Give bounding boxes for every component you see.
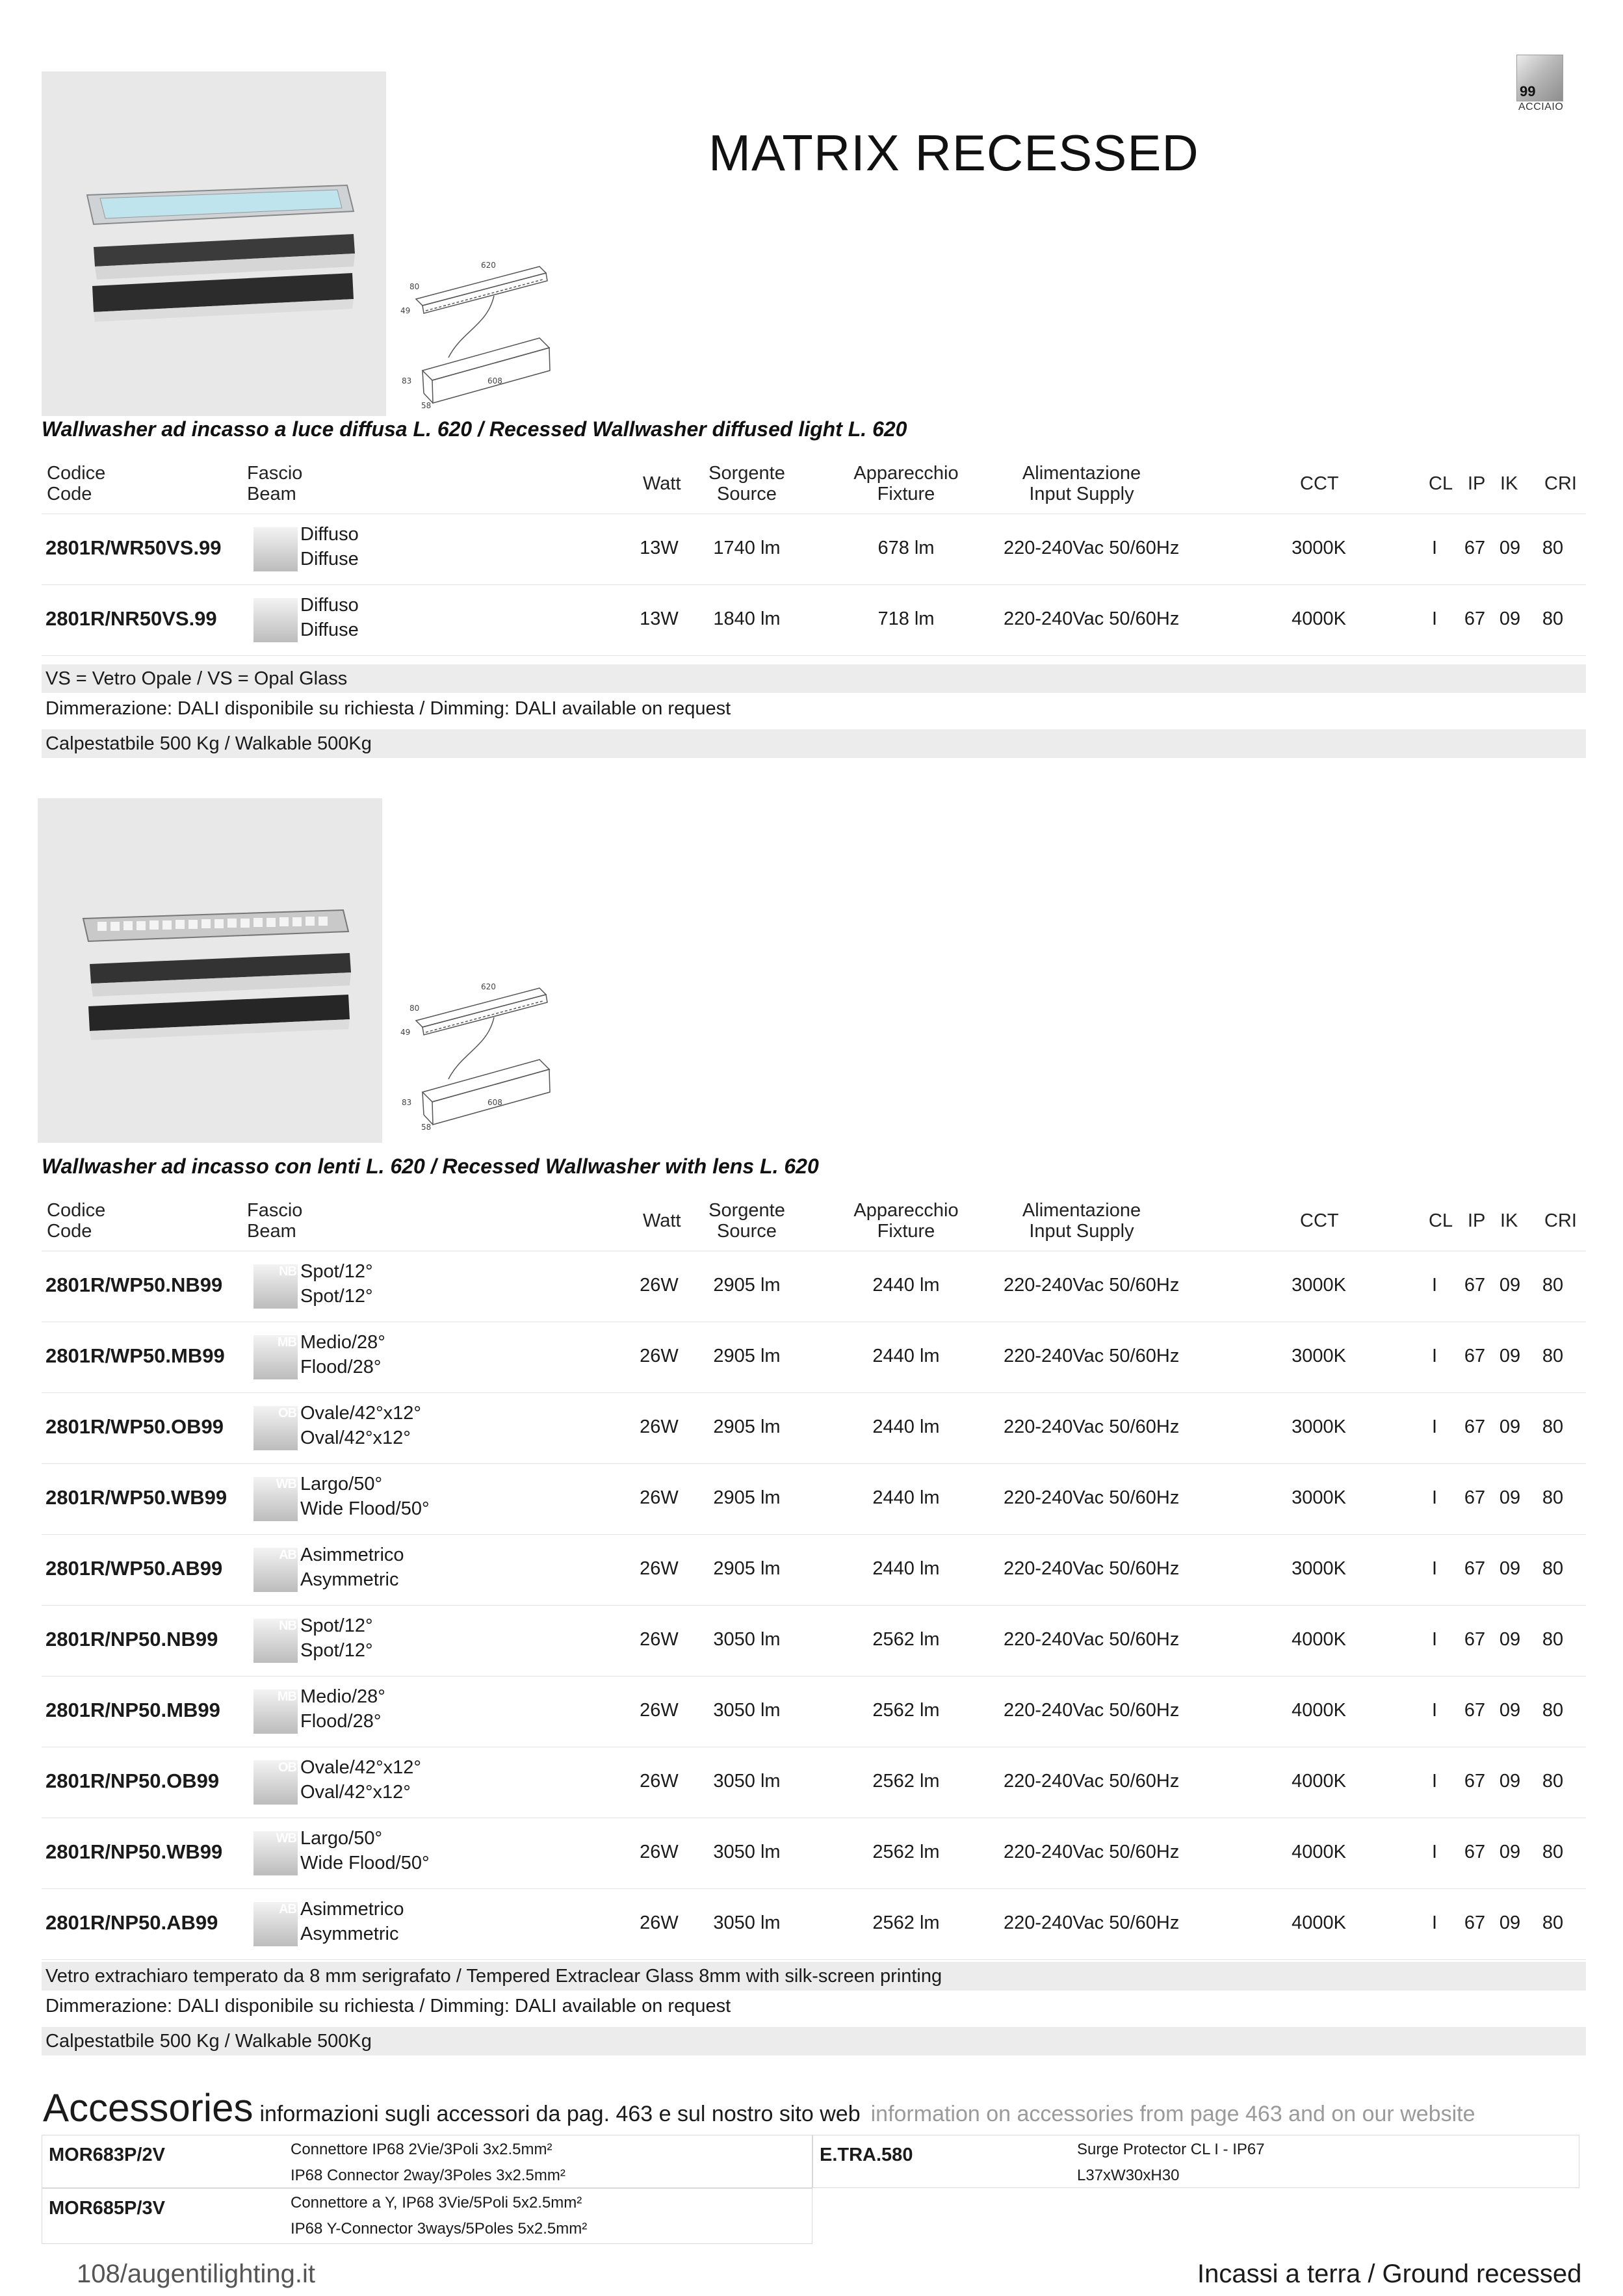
cell-cl: I <box>1431 1912 1438 1933</box>
beam-en: Wide Flood/50° <box>300 1853 430 1873</box>
table-row <box>42 1676 1586 1747</box>
beam-icon <box>253 527 298 571</box>
cell-fixture: 2440 lm <box>872 1416 940 1437</box>
beam-en: Oval/42°x12° <box>300 1428 411 1448</box>
table-row <box>42 1251 1586 1322</box>
col-fixture-it: Apparecchio <box>853 463 959 484</box>
product-code: 2801R/NP50.AB99 <box>45 1911 218 1934</box>
cell-fixture: 2440 lm <box>872 1487 940 1508</box>
cell-cct: 4000K <box>1292 1842 1346 1862</box>
beam-en: Asymmetric <box>300 1569 399 1590</box>
cell-source: 3050 lm <box>713 1629 781 1650</box>
col-fixture <box>841 463 971 504</box>
cell-source: 2905 lm <box>713 1346 781 1366</box>
cell-watt: 26W <box>640 1700 679 1721</box>
cell-supply: 220-240Vac 50/60Hz <box>1004 1771 1180 1792</box>
table-body <box>42 514 1586 656</box>
beam-en: Spot/12° <box>300 1286 373 1307</box>
technical-drawing-2-svg <box>396 975 572 1131</box>
cell-fixture: 2562 lm <box>872 1912 940 1933</box>
col-code-en: Code <box>47 1221 92 1242</box>
beam-it: Ovale/42°x12° <box>300 1757 422 1778</box>
beam-icon <box>253 1548 298 1592</box>
dim-width-top: 620 <box>481 261 496 270</box>
technical-drawing-1 <box>396 254 572 410</box>
product-table-diffused <box>42 459 1586 656</box>
cell-source: 3050 lm <box>713 1700 781 1721</box>
table-row <box>42 1747 1586 1818</box>
note-line: Dimmerazione: DALI disponibile su richiesta / Dimming: DALI available on request <box>45 1996 731 2016</box>
beam-icon <box>253 1335 298 1379</box>
cell-cct: 4000K <box>1292 1700 1346 1721</box>
cell-supply: 220-240Vac 50/60Hz <box>1004 608 1180 629</box>
cell-ip: 67 <box>1464 1346 1486 1366</box>
cell-cct: 4000K <box>1292 608 1346 629</box>
beam-tag: AB <box>279 1902 296 1916</box>
cell-ip: 67 <box>1464 1771 1486 1792</box>
cell-ip: 67 <box>1464 1416 1486 1437</box>
dim-height-top: 49 <box>400 1028 411 1037</box>
cell-cri: 80 <box>1542 1275 1564 1296</box>
accessory-desc-it: Connettore a Y, IP68 3Vie/5Poli 5x2.5mm² <box>291 2194 582 2211</box>
col-source <box>698 1200 796 1242</box>
cell-watt: 26W <box>640 1771 679 1792</box>
beam-description <box>300 1755 421 1805</box>
cell-source: 2905 lm <box>713 1275 781 1296</box>
col-source-it: Sorgente <box>708 1200 785 1221</box>
accessories-info-it: informazioni sugli accessori da pag. 463 e sul nostro sito web <box>259 2102 861 2126</box>
cell-cri: 80 <box>1542 1912 1564 1933</box>
beam-tag: WB <box>276 1477 296 1491</box>
product-code: 2801R/WP50.AB99 <box>45 1557 223 1580</box>
beam-description <box>300 1613 373 1663</box>
col-fixture-it: Apparecchio <box>853 1200 959 1221</box>
footer-page-url: 108/augentilighting.it <box>77 2260 315 2288</box>
beam-it: Spot/12° <box>300 1261 373 1282</box>
dim-depth: 80 <box>409 282 420 291</box>
col-ip: IP <box>1468 1210 1486 1231</box>
col-supply <box>1004 463 1160 504</box>
col-source-en: Source <box>717 484 777 504</box>
cell-ik: 09 <box>1499 1700 1521 1721</box>
accessory-item <box>812 2135 1579 2188</box>
cell-ik: 09 <box>1499 1771 1521 1792</box>
beam-tag: WB <box>276 1831 296 1846</box>
product-table-lens <box>42 1196 1586 1960</box>
cell-cct: 3000K <box>1292 1487 1346 1508</box>
beam-icon <box>253 1831 298 1875</box>
cell-cl: I <box>1431 1346 1438 1366</box>
cell-fixture: 678 lm <box>877 538 935 558</box>
product-code: 2801R/WP50.MB99 <box>45 1344 225 1367</box>
cell-watt: 26W <box>640 1912 679 1933</box>
note-line: Calpestatbile 500 Kg / Walkable 500Kg <box>42 2027 1586 2055</box>
product-code: 2801R/WR50VS.99 <box>45 536 222 559</box>
accessories-info-en: information on accessories from page 463 and on our website <box>870 2102 1475 2126</box>
col-supply <box>1004 1200 1160 1242</box>
beam-icon <box>253 1902 298 1946</box>
col-supply-it: Alimentazione <box>1022 463 1141 484</box>
col-cri: CRI <box>1544 473 1577 494</box>
product-code: 2801R/WP50.NB99 <box>45 1273 223 1296</box>
cell-cct: 4000K <box>1292 1912 1346 1933</box>
accessory-item <box>42 2188 812 2244</box>
dim-depth-bottom: 58 <box>421 1123 432 1131</box>
product-photo-diffused <box>42 72 386 416</box>
cell-supply: 220-240Vac 50/60Hz <box>1004 1842 1180 1862</box>
cell-cri: 80 <box>1542 1487 1564 1508</box>
cell-source: 1740 lm <box>713 538 781 558</box>
col-ik: IK <box>1500 473 1518 494</box>
beam-description <box>300 1897 404 1946</box>
product-photo-lens <box>38 798 382 1143</box>
cell-cri: 80 <box>1542 538 1564 558</box>
cell-fixture: 2562 lm <box>872 1700 940 1721</box>
cell-ik: 09 <box>1499 1346 1521 1366</box>
accessory-description <box>1077 2137 1265 2189</box>
cell-cl: I <box>1431 1700 1438 1721</box>
accessory-desc-it: Surge Protector CL I - IP67 <box>1077 2141 1265 2158</box>
col-beam-en: Beam <box>247 1221 296 1242</box>
cell-fixture: 2562 lm <box>872 1771 940 1792</box>
accessory-desc-en: IP68 Y-Connector 3ways/5Poles 5x2.5mm² <box>291 2220 588 2237</box>
dim-height-bottom: 83 <box>402 376 412 385</box>
accessory-description <box>291 2137 565 2189</box>
beam-it: Diffuso <box>300 595 359 616</box>
product-photo-diffused-illustration <box>42 72 386 416</box>
beam-it: Largo/50° <box>300 1828 383 1849</box>
cell-supply: 220-240Vac 50/60Hz <box>1004 1558 1180 1579</box>
beam-icon <box>253 1619 298 1663</box>
table-body <box>42 1251 1586 1960</box>
cell-cl: I <box>1431 1558 1438 1579</box>
accessory-code: MOR683P/2V <box>49 2145 165 2165</box>
table-row <box>42 1818 1586 1888</box>
accessory-code: E.TRA.580 <box>820 2145 913 2165</box>
cell-watt: 26W <box>640 1275 679 1296</box>
cell-cl: I <box>1431 1771 1438 1792</box>
cell-supply: 220-240Vac 50/60Hz <box>1004 1700 1180 1721</box>
beam-description <box>300 1543 404 1592</box>
col-supply-en: Input Supply <box>1029 1221 1134 1242</box>
cell-cl: I <box>1431 538 1438 558</box>
beam-description <box>300 1684 385 1734</box>
table-row <box>42 1322 1586 1392</box>
cell-cl: I <box>1431 1275 1438 1296</box>
dim-depth: 80 <box>409 1004 420 1013</box>
cell-cri: 80 <box>1542 1346 1564 1366</box>
col-supply-en: Input Supply <box>1029 484 1134 504</box>
cell-supply: 220-240Vac 50/60Hz <box>1004 1912 1180 1933</box>
col-source-en: Source <box>717 1221 777 1242</box>
cell-source: 3050 lm <box>713 1771 781 1792</box>
cell-cri: 80 <box>1542 1558 1564 1579</box>
cell-ip: 67 <box>1464 608 1486 629</box>
dim-width-bottom: 608 <box>487 376 502 385</box>
accessory-desc-it: Connettore IP68 2Vie/3Poli 3x2.5mm² <box>291 2141 552 2158</box>
cell-source: 2905 lm <box>713 1558 781 1579</box>
beam-en: Asymmetric <box>300 1924 399 1944</box>
beam-icon <box>253 598 298 642</box>
beam-icon <box>253 1406 298 1450</box>
beam-en: Flood/28° <box>300 1711 382 1732</box>
beam-description <box>300 593 359 642</box>
cell-watt: 26W <box>640 1842 679 1862</box>
col-cct: CCT <box>1300 473 1339 494</box>
table-row <box>42 1605 1586 1676</box>
dim-width-bottom: 608 <box>487 1098 502 1107</box>
col-fixture-en: Fixture <box>877 484 935 504</box>
cell-watt: 13W <box>640 538 679 558</box>
col-beam-it: Fascio <box>247 463 303 484</box>
beam-it: Asimmetrico <box>300 1545 404 1565</box>
note-line: VS = Vetro Opale / VS = Opal Glass <box>42 664 1586 693</box>
page-title: MATRIX RECESSED <box>708 124 1199 181</box>
section-title-lens: Wallwasher ad incasso con lenti L. 620 / Recessed Wallwasher with lens L. 620 <box>42 1155 819 1178</box>
accessories-title: Accessories <box>43 2086 253 2130</box>
cell-cri: 80 <box>1542 1416 1564 1437</box>
cell-watt: 13W <box>640 608 679 629</box>
table-row <box>42 1392 1586 1463</box>
cell-cct: 3000K <box>1292 1416 1346 1437</box>
cell-source: 1840 lm <box>713 608 781 629</box>
beam-description <box>300 522 359 571</box>
note-line: Vetro extrachiaro temperato da 8 mm serigrafato / Tempered Extraclear Glass 8mm with silk-screen printing <box>42 1962 1586 1990</box>
cell-cct: 3000K <box>1292 538 1346 558</box>
beam-description <box>300 1259 373 1309</box>
beam-icon <box>253 1689 298 1734</box>
cell-source: 2905 lm <box>713 1416 781 1437</box>
col-cl: CL <box>1429 1210 1453 1231</box>
cell-cct: 3000K <box>1292 1558 1346 1579</box>
product-code: 2801R/NP50.WB99 <box>45 1840 223 1863</box>
beam-icon <box>253 1760 298 1805</box>
beam-it: Diffuso <box>300 524 359 545</box>
col-supply-it: Alimentazione <box>1022 1200 1141 1221</box>
cell-supply: 220-240Vac 50/60Hz <box>1004 1416 1180 1437</box>
beam-tag: NB <box>279 1264 296 1279</box>
beam-it: Ovale/42°x12° <box>300 1403 422 1424</box>
beam-description <box>300 1472 430 1521</box>
cell-fixture: 2562 lm <box>872 1842 940 1862</box>
beam-icon <box>253 1477 298 1521</box>
table-row <box>42 584 1586 656</box>
beam-tag: MB <box>277 1335 296 1350</box>
cell-cct: 4000K <box>1292 1771 1346 1792</box>
product-code: 2801R/NP50.OB99 <box>45 1769 220 1792</box>
cell-ip: 67 <box>1464 1487 1486 1508</box>
note-line: Calpestatbile 500 Kg / Walkable 500Kg <box>42 729 1586 758</box>
note-line: Dimmerazione: DALI disponibile su richiesta / Dimming: DALI available on request <box>45 698 731 719</box>
col-cri: CRI <box>1544 1210 1577 1231</box>
cell-supply: 220-240Vac 50/60Hz <box>1004 538 1180 558</box>
beam-it: Asimmetrico <box>300 1899 404 1920</box>
cell-cl: I <box>1431 1842 1438 1862</box>
cell-cl: I <box>1431 1416 1438 1437</box>
cell-cri: 80 <box>1542 1771 1564 1792</box>
col-fixture <box>841 1200 971 1242</box>
col-watt: Watt <box>643 1210 681 1231</box>
beam-en: Wide Flood/50° <box>300 1498 430 1519</box>
table-row <box>42 514 1586 584</box>
cell-ip: 67 <box>1464 1558 1486 1579</box>
beam-description <box>300 1826 430 1875</box>
beam-it: Medio/28° <box>300 1332 385 1353</box>
product-code: 2801R/NP50.NB99 <box>45 1628 218 1650</box>
accessory-code: MOR685P/3V <box>49 2198 165 2219</box>
col-watt: Watt <box>643 473 681 494</box>
cell-fixture: 2562 lm <box>872 1629 940 1650</box>
finish-number: 99 <box>1520 83 1536 99</box>
beam-icon <box>253 1264 298 1309</box>
col-beam <box>247 463 302 504</box>
cell-cl: I <box>1431 1487 1438 1508</box>
col-fixture-en: Fixture <box>877 1221 935 1242</box>
accessory-description <box>291 2190 587 2242</box>
cell-cct: 3000K <box>1292 1346 1346 1366</box>
cell-fixture: 2440 lm <box>872 1346 940 1366</box>
cell-watt: 26W <box>640 1558 679 1579</box>
cell-ik: 09 <box>1499 608 1521 629</box>
beam-tag: OB <box>278 1760 296 1775</box>
cell-cl: I <box>1431 608 1438 629</box>
cell-supply: 220-240Vac 50/60Hz <box>1004 1346 1180 1366</box>
cell-supply: 220-240Vac 50/60Hz <box>1004 1275 1180 1296</box>
cell-ik: 09 <box>1499 1629 1521 1650</box>
col-code-it: Codice <box>47 463 106 484</box>
table-row <box>42 1463 1586 1534</box>
product-code: 2801R/WP50.WB99 <box>45 1486 227 1509</box>
cell-supply: 220-240Vac 50/60Hz <box>1004 1629 1180 1650</box>
cell-ik: 09 <box>1499 1912 1521 1933</box>
product-code: 2801R/NR50VS.99 <box>45 607 217 630</box>
table-header <box>42 1196 1586 1251</box>
cell-source: 3050 lm <box>713 1842 781 1862</box>
col-ip: IP <box>1468 473 1486 494</box>
col-code-it: Codice <box>47 1200 106 1221</box>
cell-watt: 26W <box>640 1416 679 1437</box>
col-cct: CCT <box>1300 1210 1339 1231</box>
beam-it: Medio/28° <box>300 1686 385 1707</box>
dim-depth-bottom: 58 <box>421 401 432 410</box>
accessory-item <box>42 2135 812 2188</box>
table-row <box>42 1534 1586 1605</box>
cell-ip: 67 <box>1464 1912 1486 1933</box>
footer-section-name: Incassi a terra / Ground recessed <box>1197 2260 1582 2288</box>
cell-watt: 26W <box>640 1346 679 1366</box>
technical-drawing-2 <box>396 975 572 1131</box>
cell-cl: I <box>1431 1629 1438 1650</box>
col-beam <box>247 1200 302 1242</box>
cell-ip: 67 <box>1464 538 1486 558</box>
cell-fixture: 2440 lm <box>872 1275 940 1296</box>
cell-cri: 80 <box>1542 1842 1564 1862</box>
cell-fixture: 718 lm <box>877 608 935 629</box>
col-cl: CL <box>1429 473 1453 494</box>
cell-cri: 80 <box>1542 1629 1564 1650</box>
cell-ik: 09 <box>1499 538 1521 558</box>
cell-ik: 09 <box>1499 1487 1521 1508</box>
dim-height-top: 49 <box>400 306 411 315</box>
cell-ik: 09 <box>1499 1416 1521 1437</box>
col-code <box>47 463 105 504</box>
cell-cri: 80 <box>1542 608 1564 629</box>
col-beam-en: Beam <box>247 484 296 504</box>
cell-ip: 67 <box>1464 1700 1486 1721</box>
beam-en: Spot/12° <box>300 1640 373 1661</box>
col-source <box>698 463 796 504</box>
cell-watt: 26W <box>640 1487 679 1508</box>
table-row <box>42 1888 1586 1960</box>
beam-tag: NB <box>279 1619 296 1633</box>
beam-tag: AB <box>279 1548 296 1562</box>
accessories-heading <box>43 2085 1475 2130</box>
product-code: 2801R/NP50.MB99 <box>45 1699 220 1721</box>
product-photo-lens-illustration <box>38 798 382 1143</box>
cell-source: 2905 lm <box>713 1487 781 1508</box>
beam-en: Flood/28° <box>300 1357 382 1377</box>
cell-supply: 220-240Vac 50/60Hz <box>1004 1487 1180 1508</box>
finish-label: ACCIAIO <box>1518 101 1564 112</box>
beam-en: Diffuse <box>300 620 359 640</box>
col-source-it: Sorgente <box>708 463 785 484</box>
cell-fixture: 2440 lm <box>872 1558 940 1579</box>
beam-en: Diffuse <box>300 549 359 569</box>
cell-ip: 67 <box>1464 1629 1486 1650</box>
cell-source: 3050 lm <box>713 1912 781 1933</box>
beam-description <box>300 1401 421 1450</box>
col-code-en: Code <box>47 484 92 504</box>
cell-ip: 67 <box>1464 1842 1486 1862</box>
cell-ik: 09 <box>1499 1558 1521 1579</box>
cell-ik: 09 <box>1499 1275 1521 1296</box>
cell-cct: 3000K <box>1292 1275 1346 1296</box>
cell-cct: 4000K <box>1292 1629 1346 1650</box>
cell-ik: 09 <box>1499 1842 1521 1862</box>
cell-cri: 80 <box>1542 1700 1564 1721</box>
beam-tag: OB <box>278 1406 296 1420</box>
cell-watt: 26W <box>640 1629 679 1650</box>
beam-it: Spot/12° <box>300 1615 373 1636</box>
dim-height-bottom: 83 <box>402 1098 412 1107</box>
col-ik: IK <box>1500 1210 1518 1231</box>
accessory-desc-en: IP68 Connector 2way/3Poles 3x2.5mm² <box>291 2167 565 2184</box>
beam-it: Largo/50° <box>300 1474 383 1494</box>
beam-tag: MB <box>277 1689 296 1704</box>
technical-drawing-1-svg <box>396 254 572 410</box>
section-title-diffused: Wallwasher ad incasso a luce diffusa L. 620 / Recessed Wallwasher diffused light L. 620 <box>42 417 907 441</box>
beam-description <box>300 1330 385 1379</box>
accessory-desc-en: L37xW30xH30 <box>1077 2167 1180 2184</box>
table-header <box>42 459 1586 514</box>
col-beam-it: Fascio <box>247 1200 303 1221</box>
cell-ip: 67 <box>1464 1275 1486 1296</box>
beam-en: Oval/42°x12° <box>300 1782 411 1803</box>
col-code <box>47 1200 105 1242</box>
dim-width-top: 620 <box>481 982 496 991</box>
product-code: 2801R/WP50.OB99 <box>45 1415 224 1438</box>
